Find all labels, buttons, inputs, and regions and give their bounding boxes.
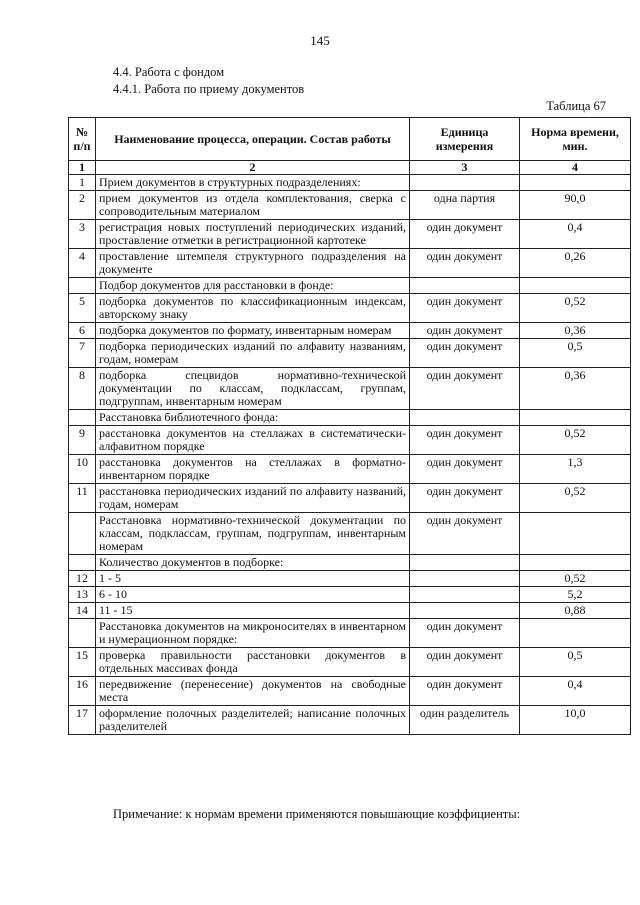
row-number: 13 bbox=[69, 587, 96, 603]
row-unit: один документ bbox=[410, 619, 520, 648]
row-description: передвижение (перенесение) документов на свободные места bbox=[96, 677, 410, 706]
row-number: 17 bbox=[69, 706, 96, 735]
row-norm: 0,52 bbox=[520, 294, 631, 323]
row-norm: 0,26 bbox=[520, 249, 631, 278]
column-number-row bbox=[69, 161, 631, 175]
row-unit: один документ bbox=[410, 484, 520, 513]
table-row bbox=[69, 677, 631, 706]
row-number: 11 bbox=[69, 484, 96, 513]
table-row bbox=[69, 571, 631, 587]
row-description: проставление штемпеля структурного подразделения на документе bbox=[96, 249, 410, 278]
row-description: Прием документов в структурных подразделениях: bbox=[96, 175, 410, 191]
table-row bbox=[69, 175, 631, 191]
row-description: Количество документов в подборке: bbox=[96, 555, 410, 571]
row-description: подборка периодических изданий по алфавиту названиям, годам, номерам bbox=[96, 339, 410, 368]
row-norm: 0,4 bbox=[520, 220, 631, 249]
table-row bbox=[69, 278, 631, 294]
row-number: 10 bbox=[69, 455, 96, 484]
col-header-name: Наименование процесса, операции. Состав работы bbox=[96, 118, 410, 161]
col-number: 3 bbox=[410, 161, 520, 175]
row-unit: один документ bbox=[410, 455, 520, 484]
row-unit: один документ bbox=[410, 426, 520, 455]
col-header-unit: Единица измерения bbox=[410, 118, 520, 161]
table-row bbox=[69, 648, 631, 677]
row-unit: один разделитель bbox=[410, 706, 520, 735]
col-number: 1 bbox=[69, 161, 96, 175]
row-unit: один документ bbox=[410, 513, 520, 555]
row-unit: один документ bbox=[410, 323, 520, 339]
row-number bbox=[69, 410, 96, 426]
table-row bbox=[69, 426, 631, 455]
col-header-norm: Норма времени, мин. bbox=[520, 118, 631, 161]
table-row bbox=[69, 368, 631, 410]
row-number bbox=[69, 555, 96, 571]
table-row bbox=[69, 339, 631, 368]
section-heading: 4.4. Работа с фондом bbox=[113, 65, 225, 79]
table-row bbox=[69, 410, 631, 426]
row-number bbox=[69, 513, 96, 555]
table-row bbox=[69, 191, 631, 220]
row-description: расстановка документов на стеллажах в форматно-инвентарном порядке bbox=[96, 455, 410, 484]
row-norm: 10,0 bbox=[520, 706, 631, 735]
row-unit: один документ bbox=[410, 294, 520, 323]
row-norm: 90,0 bbox=[520, 191, 631, 220]
row-unit: один документ bbox=[410, 677, 520, 706]
row-norm: 0,52 bbox=[520, 484, 631, 513]
row-unit bbox=[410, 410, 520, 426]
row-norm: 0,88 bbox=[520, 603, 631, 619]
subsection-heading: 4.4.1. Работа по приему документов bbox=[113, 82, 305, 96]
page-number: 145 bbox=[310, 33, 330, 48]
row-norm: 0,5 bbox=[520, 648, 631, 677]
row-norm: 5,2 bbox=[520, 587, 631, 603]
row-description: расстановка документов на стеллажах в систематически-алфавитном порядке bbox=[96, 426, 410, 455]
table-row bbox=[69, 220, 631, 249]
row-unit bbox=[410, 175, 520, 191]
row-norm bbox=[520, 278, 631, 294]
row-description: Расстановка нормативно-технической документации по классам, подклассам, группам, подгруппам, инвентарным номерам bbox=[96, 513, 410, 555]
col-number: 4 bbox=[520, 161, 631, 175]
row-norm: 0,52 bbox=[520, 571, 631, 587]
row-description: расстановка периодических изданий по алфавиту названий, годам, номерам bbox=[96, 484, 410, 513]
row-description: Расстановка библиотечного фонда: bbox=[96, 410, 410, 426]
row-number bbox=[69, 278, 96, 294]
row-number: 1 bbox=[69, 175, 96, 191]
note-text: Примечание: к нормам времени применяются повышающие коэффициенты: bbox=[113, 807, 521, 821]
table-row bbox=[69, 294, 631, 323]
row-norm: 0,36 bbox=[520, 368, 631, 410]
row-number bbox=[69, 619, 96, 648]
row-norm: 1,3 bbox=[520, 455, 631, 484]
row-unit bbox=[410, 555, 520, 571]
row-norm bbox=[520, 619, 631, 648]
row-description: 1 - 5 bbox=[96, 571, 410, 587]
table-row bbox=[69, 455, 631, 484]
row-description: Подбор документов для расстановки в фонде: bbox=[96, 278, 410, 294]
row-unit bbox=[410, 571, 520, 587]
row-norm bbox=[520, 175, 631, 191]
row-description: 6 - 10 bbox=[96, 587, 410, 603]
row-unit: один документ bbox=[410, 220, 520, 249]
row-number: 7 bbox=[69, 339, 96, 368]
row-number: 12 bbox=[69, 571, 96, 587]
row-norm bbox=[520, 555, 631, 571]
row-description: прием документов из отдела комплектования, сверка с сопроводительным материалом bbox=[96, 191, 410, 220]
row-norm bbox=[520, 513, 631, 555]
row-description: подборка документов по классификационным индексам, авторскому знаку bbox=[96, 294, 410, 323]
table-row bbox=[69, 603, 631, 619]
row-description: Расстановка документов на микроносителях в инвентарном и нумерационном порядке: bbox=[96, 619, 410, 648]
row-number: 14 bbox=[69, 603, 96, 619]
row-unit: одна партия bbox=[410, 191, 520, 220]
table-row bbox=[69, 706, 631, 735]
col-header-num: № п/п bbox=[69, 118, 96, 161]
table-row bbox=[69, 513, 631, 555]
row-unit bbox=[410, 278, 520, 294]
row-unit bbox=[410, 587, 520, 603]
row-unit: один документ bbox=[410, 648, 520, 677]
row-unit bbox=[410, 603, 520, 619]
row-description: регистрация новых поступлений периодических изданий, проставление отметки в регистрационной картотеке bbox=[96, 220, 410, 249]
row-description: подборка документов по формату, инвентарным номерам bbox=[96, 323, 410, 339]
table-row bbox=[69, 484, 631, 513]
row-description: оформление полочных разделителей; написание полочных разделителей bbox=[96, 706, 410, 735]
row-unit: один документ bbox=[410, 339, 520, 368]
row-description: подборка спецвидов нормативно-технической документации по классам, подклассам, группам, подгруппам, инвентарным номерам bbox=[96, 368, 410, 410]
table-row bbox=[69, 249, 631, 278]
table-row bbox=[69, 619, 631, 648]
row-description: 11 - 15 bbox=[96, 603, 410, 619]
table-row bbox=[69, 587, 631, 603]
row-number: 4 bbox=[69, 249, 96, 278]
row-number: 16 bbox=[69, 677, 96, 706]
row-number: 8 bbox=[69, 368, 96, 410]
row-number: 5 bbox=[69, 294, 96, 323]
row-unit: один документ bbox=[410, 249, 520, 278]
row-number: 6 bbox=[69, 323, 96, 339]
row-number: 3 bbox=[69, 220, 96, 249]
row-norm: 0,52 bbox=[520, 426, 631, 455]
row-number: 15 bbox=[69, 648, 96, 677]
table-header-row bbox=[69, 118, 631, 161]
row-unit: один документ bbox=[410, 368, 520, 410]
row-norm bbox=[520, 410, 631, 426]
row-description: проверка правильности расстановки документов в отдельных массивах фонда bbox=[96, 648, 410, 677]
col-number: 2 bbox=[96, 161, 410, 175]
table-row bbox=[69, 555, 631, 571]
row-number: 2 bbox=[69, 191, 96, 220]
row-norm: 0,5 bbox=[520, 339, 631, 368]
row-norm: 0,4 bbox=[520, 677, 631, 706]
table-label: Таблица 67 bbox=[546, 99, 606, 113]
table-row bbox=[69, 323, 631, 339]
row-norm: 0,36 bbox=[520, 323, 631, 339]
row-number: 9 bbox=[69, 426, 96, 455]
norms-table bbox=[68, 117, 631, 735]
